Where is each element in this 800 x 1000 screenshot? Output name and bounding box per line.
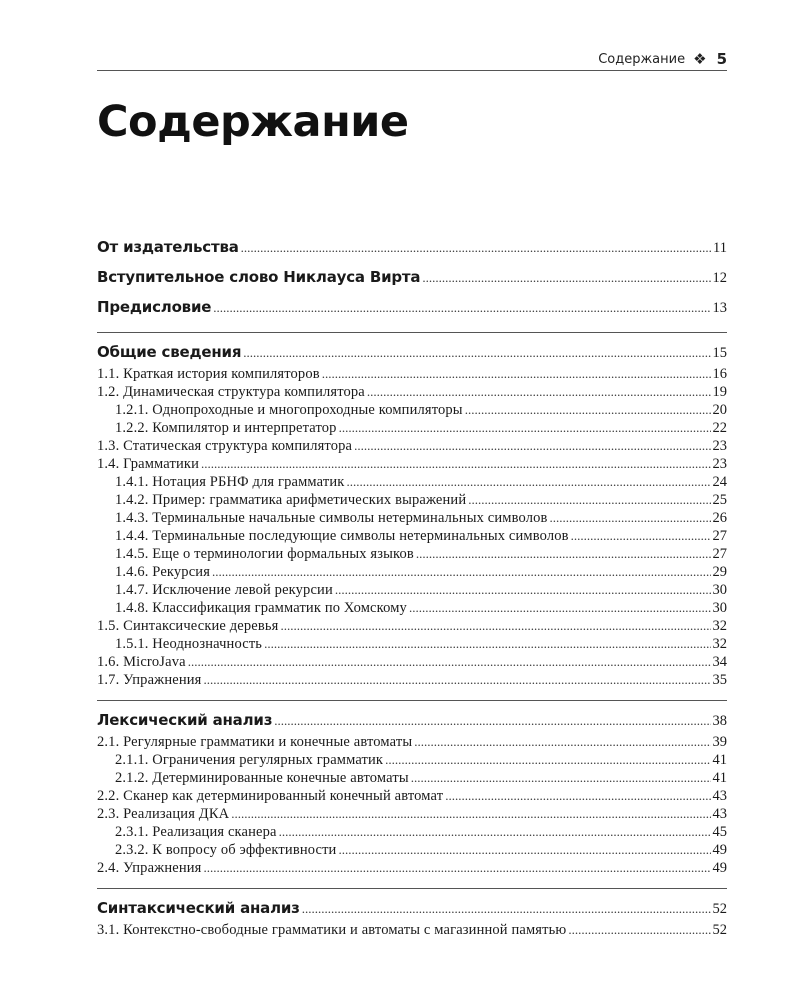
toc-subsection-entry[interactable] [115,842,727,859]
toc-subsection-entry[interactable] [115,546,727,563]
toc-subsection-entry[interactable] [115,402,727,419]
page-number: 5 [716,50,727,68]
toc-section-entry[interactable] [97,366,727,383]
toc-entry-page: 52 [712,901,727,917]
toc-dot-leader [203,672,710,688]
toc-entry-title: 2.3.2. К вопросу об эффективности [115,842,337,858]
toc-section-entry[interactable] [97,384,727,401]
toc-entry-title: 2.3. Реализация ДКА [97,806,230,822]
toc-dot-leader [339,420,711,436]
toc-dot-leader [409,600,711,616]
toc-entry-title: Синтаксический анализ [97,899,300,917]
toc-entry-page: 30 [712,582,727,598]
toc-subsection-entry[interactable] [115,582,727,599]
toc-dot-leader [201,456,711,472]
toc-dot-leader [243,345,710,361]
toc-entry-title: 1.2.1. Однопроходные и многопроходные компиляторы [115,402,463,418]
toc-entry-title: 1.4.4. Терминальные последующие символы нетерминальных символов [115,528,569,544]
toc-entry-page: 45 [712,824,727,840]
toc-entry-title: 1.2.2. Компилятор и интерпретатор [115,420,337,436]
toc-subsection-entry[interactable] [115,636,727,653]
toc-entry-page: 32 [712,636,727,652]
toc-entry-page: 34 [712,654,727,670]
toc-entry-title: 1.3. Статическая структура компилятора [97,438,353,454]
running-header-section: Содержание [598,51,686,67]
toc-entry-page: 25 [712,492,727,508]
toc-chapter-entry[interactable] [97,238,727,257]
toc-subsection-entry[interactable] [115,492,727,509]
toc-entry-page: 13 [712,300,727,316]
toc-dot-leader [411,770,711,786]
toc-section-entry[interactable] [97,922,727,939]
toc-dot-leader [212,564,710,580]
toc-dot-leader [188,654,711,670]
toc-chapter-entry[interactable] [97,298,727,317]
toc-entry-title: 2.1. Регулярные грамматики и конечные автоматы [97,734,413,750]
toc-entry-page: 29 [712,564,727,580]
toc-chapter-entry[interactable] [97,268,727,287]
toc-entry-page: 41 [712,770,727,786]
toc-entry-title: 1.5. Синтаксические деревья [97,618,279,634]
toc-entry-title: 1.1. Краткая история компиляторов [97,366,320,382]
toc-entry-title: 1.4. Грамматики [97,456,199,472]
toc-entry-page: 11 [713,240,727,256]
ornament-icon: ❖ [693,50,707,68]
toc-dot-leader [571,528,711,544]
toc-entry-page: 24 [712,474,727,490]
toc-entry-page: 16 [712,366,727,382]
toc-entry-page: 32 [712,618,727,634]
toc-subsection-entry[interactable] [115,564,727,581]
toc-entry-title: 2.3.1. Реализация сканера [115,824,277,840]
toc-section-entry[interactable] [97,806,727,823]
section-divider [97,888,727,889]
section-divider [97,332,727,333]
toc-entry-page: 12 [712,270,727,286]
toc-dot-leader [213,300,710,316]
toc-dot-leader [568,922,710,938]
toc-entry-title: 2.4. Упражнения [97,860,202,876]
toc-subsection-entry[interactable] [115,420,727,437]
toc-entry-page: 35 [712,672,727,688]
toc-entry-page: 26 [712,510,727,526]
toc-section-entry[interactable] [97,734,727,751]
toc-dot-leader [468,492,710,508]
toc-entry-title: 1.4.5. Еще о терминологии формальных языков [115,546,414,562]
toc-subsection-entry[interactable] [115,770,727,787]
toc-dot-leader [465,402,711,418]
toc-dot-leader [302,901,711,917]
toc-chapter-entry[interactable] [97,711,727,730]
toc-dot-leader [338,842,710,858]
running-header-content [598,50,727,68]
toc-entry-title: 2.1.2. Детерминированные конечные автоматы [115,770,409,786]
toc-entry-page: 43 [712,806,727,822]
toc-subsection-entry[interactable] [115,528,727,545]
toc-chapter-entry[interactable] [97,899,727,918]
toc-entry-page: 22 [712,420,727,436]
toc-dot-leader [346,474,710,490]
toc-chapter-entry[interactable] [97,343,727,362]
toc-entry-page: 49 [712,842,727,858]
header-rule [97,70,727,71]
toc-dot-leader [241,240,711,256]
toc-entry-page: 27 [712,546,727,562]
toc-entry-page: 38 [712,713,727,729]
toc-entry-title: 1.5.1. Неоднозначность [115,636,263,652]
page-title: Содержание [97,97,409,147]
toc-entry-page: 19 [712,384,727,400]
toc-entry-page: 15 [712,345,727,361]
toc-entry-page: 52 [712,922,727,938]
toc-entry-page: 39 [712,734,727,750]
toc-subsection-entry[interactable] [115,510,727,527]
toc-dot-leader [367,384,711,400]
toc-dot-leader [416,546,711,562]
toc-dot-leader [203,860,710,876]
toc-section-entry[interactable] [97,654,727,671]
toc-entry-page: 20 [712,402,727,418]
toc-entry-title: 2.1.1. Ограничения регулярных грамматик [115,752,384,768]
toc-dot-leader [414,734,710,750]
toc-section-entry[interactable] [97,672,727,689]
toc-entry-title: 1.6. MicroJava [97,654,186,670]
toc-entry-title: Вступительное слово Никлауса Вирта [97,268,421,286]
toc-entry-title: Предисловие [97,298,212,316]
toc-entry-page: 49 [712,860,727,876]
toc-dot-leader [385,752,710,768]
toc-subsection-entry[interactable] [115,824,727,841]
toc-entry-page: 43 [712,788,727,804]
toc-entry-title: 1.4.3. Терминальные начальные символы нетерминальных символов [115,510,548,526]
toc-entry-title: 2.2. Сканер как детерминированный конечный автомат [97,788,444,804]
toc-entry-title: Лексический анализ [97,711,273,729]
toc-entry-title: Общие сведения [97,343,242,361]
toc-section-entry[interactable] [97,788,727,805]
section-divider [97,700,727,701]
toc-dot-leader [231,806,710,822]
toc-entry-title: От издательства [97,238,239,256]
toc-entry-page: 27 [712,528,727,544]
toc-entry-page: 30 [712,600,727,616]
toc-dot-leader [445,788,710,804]
toc-entry-title: 3.1. Контекстно-свободные грамматики и автоматы с магазинной памятью [97,922,567,938]
toc-entry-title: 1.4.6. Рекурсия [115,564,211,580]
toc-subsection-entry[interactable] [115,600,727,617]
toc-section-entry[interactable] [97,860,727,877]
toc-entry-title: 1.7. Упражнения [97,672,202,688]
toc-section-entry[interactable] [97,456,727,473]
toc-dot-leader [280,618,710,634]
toc-section-entry[interactable] [97,438,727,455]
toc-entry-page: 23 [712,438,727,454]
toc-entry-title: 1.2. Динамическая структура компилятора [97,384,365,400]
toc-subsection-entry[interactable] [115,752,727,769]
toc-entry-title: 1.4.8. Классификация грамматик по Хомскому [115,600,407,616]
toc-entry-page: 23 [712,456,727,472]
toc-section-entry[interactable] [97,618,727,635]
toc-dot-leader [335,582,711,598]
toc-dot-leader [422,270,710,286]
toc-dot-leader [550,510,711,526]
toc-entry-page: 41 [712,752,727,768]
toc-dot-leader [354,438,710,454]
running-header [97,50,727,71]
toc-dot-leader [322,366,711,382]
toc-entry-title: 1.4.1. Нотация РБНФ для грамматик [115,474,345,490]
toc-entry-title: 1.4.2. Пример: грамматика арифметических выражений [115,492,467,508]
toc-dot-leader [274,713,710,729]
toc-dot-leader [279,824,711,840]
toc-entry-title: 1.4.7. Исключение левой рекурсии [115,582,333,598]
toc-subsection-entry[interactable] [115,474,727,491]
toc-dot-leader [264,636,710,652]
